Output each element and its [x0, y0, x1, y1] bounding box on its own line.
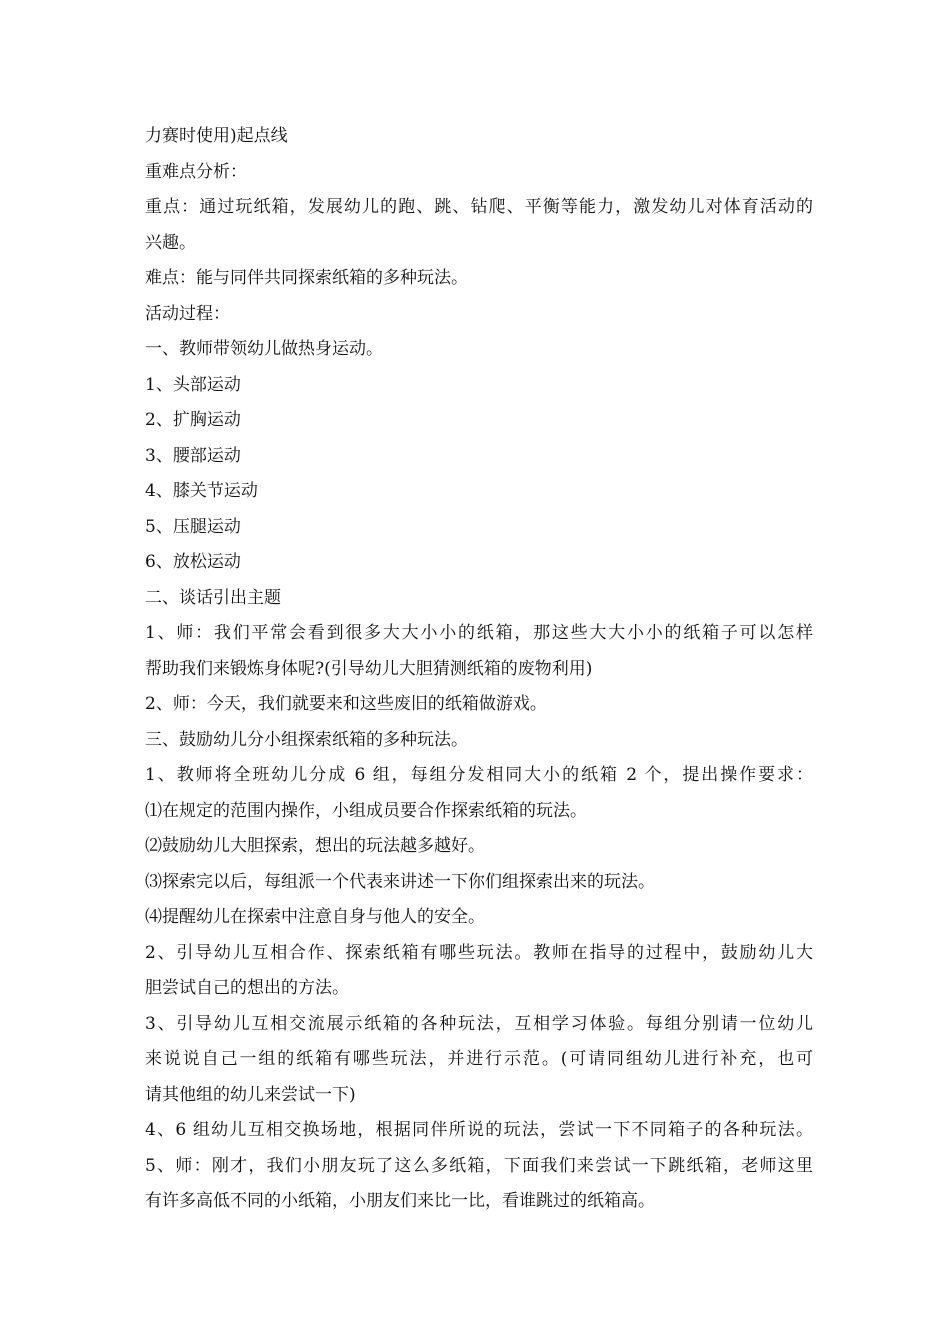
text-line: ⑶探索完以后，每组派一个代表来讲述一下你们组探索出来的玩法。	[145, 871, 655, 892]
text-line: 6、放松运动	[145, 552, 241, 572]
text-line: 4、6 组幼儿互相交换场地，根据同伴所说的玩法，尝试一下不同箱子的各种玩法。	[145, 1120, 813, 1140]
text-line: 二、谈话引出主题	[145, 587, 281, 608]
text-line: 3、引导幼儿互相交流展示纸箱的各种玩法，互相学习体验。每组分别请一位幼儿	[145, 1013, 813, 1034]
text-line: ⑷提醒幼儿在探索中注意自身与他人的安全。	[145, 907, 485, 927]
text-line: 1、教师将全班幼儿分成 6 组，每组分发相同大小的纸箱 2 个，提出操作要求：	[145, 765, 813, 785]
document-body	[145, 119, 813, 1220]
text-line: ⑴在规定的范围内操作，小组成员要合作探索纸箱的玩法。	[145, 800, 587, 821]
text-line: 帮助我们来锻炼身体呢?(引导幼儿大胆猜测纸箱的废物利用)	[145, 658, 593, 679]
text-line: 胆尝试自己的想出的方法。	[145, 978, 349, 998]
text-line: 2、引导幼儿互相合作、探索纸箱有哪些玩法。教师在指导的过程中，鼓励幼儿大	[145, 942, 813, 963]
text-line: 2、扩胸运动	[145, 410, 241, 430]
text-line: 1、头部运动	[145, 374, 241, 395]
text-line: ⑵鼓励幼儿大胆探索，想出的玩法越多越好。	[145, 836, 485, 856]
text-line: 难点：能与同伴共同探索纸箱的多种玩法。	[145, 268, 468, 288]
text-line: 4、膝关节运动	[145, 481, 258, 501]
text-line: 三、鼓励幼儿分小组探索纸箱的多种玩法。	[145, 729, 468, 750]
text-line: 重点：通过玩纸箱，发展幼儿的跑、跳、钻爬、平衡等能力，激发幼儿对体育活动的	[145, 197, 813, 217]
text-line: 一、教师带领幼儿做热身运动。	[145, 339, 383, 359]
text-line: 5、师：刚才，我们小朋友玩了这么多纸箱，下面我们来尝试一下跳纸箱，老师这里	[145, 1155, 813, 1176]
text-line: 有许多高低不同的小纸箱，小朋友们来比一比，看谁跳过的纸箱高。	[145, 1191, 655, 1211]
text-line: 活动过程：	[145, 303, 230, 324]
text-line: 来说说自己一组的纸箱有哪些玩法，并进行示范。(可请同组幼儿进行补充，也可	[145, 1049, 813, 1069]
text-line: 1、师：我们平常会看到很多大大小小的纸箱，那这些大大小小的纸箱子可以怎样	[145, 623, 813, 643]
text-line: 5、压腿运动	[145, 516, 241, 537]
text-line: 兴趣。	[145, 232, 196, 253]
text-line: 重难点分析：	[145, 161, 247, 182]
text-line: 力赛时使用)起点线	[145, 126, 288, 146]
text-line: 3、腰部运动	[145, 445, 241, 466]
text-line: 2、师：今天，我们就要来和这些废旧的纸箱做游戏。	[145, 694, 547, 714]
text-line: 请其他组的幼儿来尝试一下)	[145, 1084, 356, 1105]
